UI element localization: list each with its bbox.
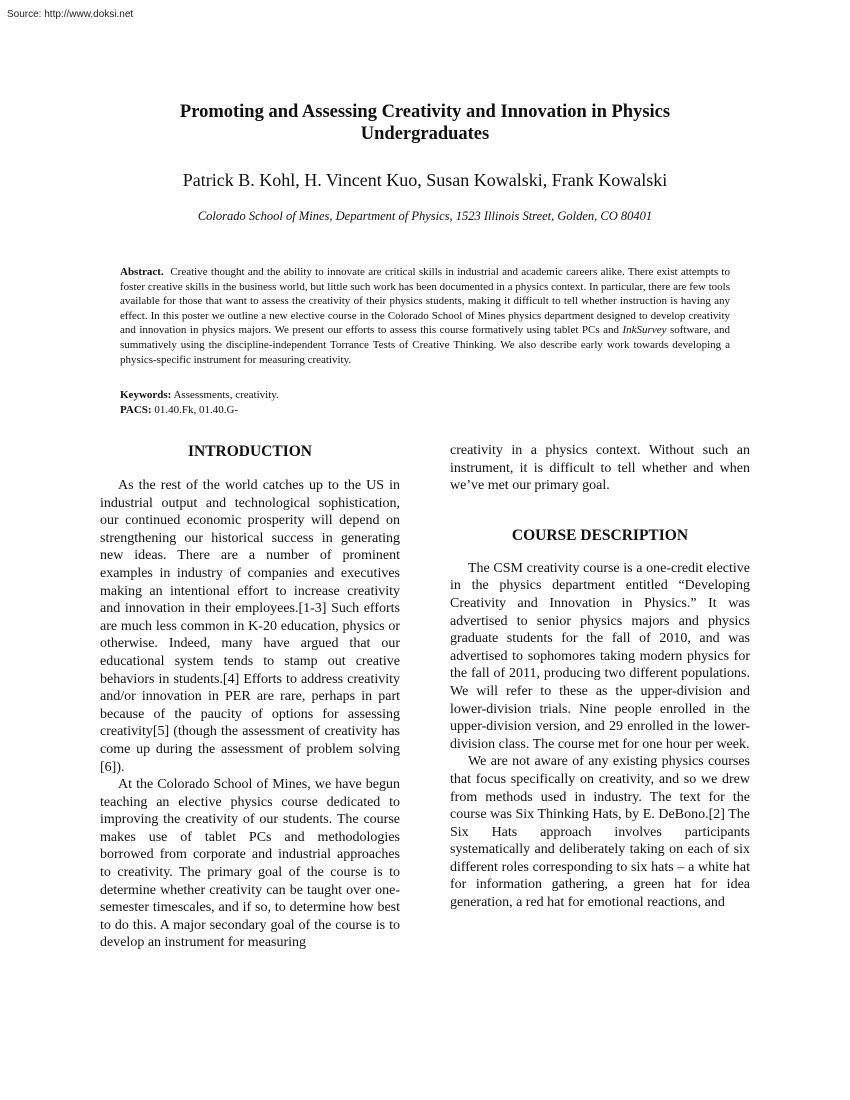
- source-url: Source: http://www.doksi.net: [7, 9, 134, 20]
- pacs-line: [120, 403, 730, 418]
- keywords-line: [120, 388, 730, 403]
- affiliation: Colorado School of Mines, Department of Physics, 1523 Illinois Street, Golden, CO 80401: [197, 209, 653, 223]
- introduction-paragraph-1: As the rest of the world catches up to the US in industrial output and technological sophistication, our continued economic prosperity will depend on strengthening our historical success in generating new ideas. There are a number of prominent examples in industry of companies and executives making an intentional effort to increase creativity and innovation in their employees.[1-3] Such efforts are much less common in K-20 education, physics or otherwise. Indeed, many have argued that our educational system tends to stamp out creative behaviors in students.[4] Efforts to address creativity and/or innovation in PER are rare, perhaps in part because of the paucity of options for assessing creativity[5] (though the assessment of creativity has come up during the assessment of problem solving [6]).: [100, 478, 400, 775]
- abstract-software-name: InkSurvey: [622, 324, 667, 337]
- introduction-paragraph-2-continued: creativity in a physics context. Without such an instrument, it is difficult to tell whether and when we’ve met our primary goal.: [450, 443, 750, 494]
- course-description-paragraph-2: We are not aware of any existing physics courses that focus specifically on creativity, and so we drew from methods used in industry. The text for the course was Six Thinking Hats, by E. DeBono.[2] The Six Hats approach involves participants systematically and deliberately taking on each of six different roles corresponding to six hats – a white hat for information gathering, a green hat for idea generation, a red hat for emotional reactions, and: [450, 754, 750, 911]
- right-column: [450, 442, 750, 912]
- left-column: [100, 442, 400, 952]
- pacs-value: 01.40.Fk, 01.40.G-: [154, 403, 239, 416]
- introduction-heading: INTRODUCTION: [187, 443, 312, 460]
- abstract-label: Abstract.: [120, 266, 164, 278]
- keywords-label: Keywords:: [120, 389, 172, 401]
- course-description-paragraph-1: The CSM creativity course is a one-credit elective in the physics department entitled “Developing Creativity and Innovation in Physics.” It was advertised to senior physics majors and physics graduate students for the fall of 2010, and was advertised to sophomores taking modern physics for the fall of 2011, producing two different populations. We will refer to these as the upper-division and lower-division trials. Nine people enrolled in the upper-division version, and 29 enrolled in the lower-division class. The course met for one hour per week.: [450, 560, 750, 752]
- abstract-text: Creative thought and the ability to innovate are critical skills in industrial and academic careers alike. There exist attempts to foster creative skills in the business world, but little such work has been documented in a physics context. In particular, there are few tools available for those that want to assess the creativity of their physics students, making it difficult to tell whether instruction is having any effect. In this poster we outline a new elective course in the Colorado School of Mines physics department designed to develop creativity and innovation in physics majors. We present our efforts to assess this course formatively using tablet PCs and: [120, 266, 730, 337]
- author-list: Patrick B. Kohl, H. Vincent Kuo, Susan Kowalski, Frank Kowalski: [182, 170, 668, 190]
- paper-title: Promoting and Assessing Creativity and Innovation in Physics Undergraduates: [179, 102, 671, 144]
- abstract-text-end: software, and summatively using the discipline-independent Torrance Tests of Creative Thinking. We also describe early work towards developing a physics-specific instrument for measuring creativity.: [120, 324, 730, 366]
- keywords-value: Assessments, creativity.: [173, 389, 279, 401]
- introduction-paragraph-2: At the Colorado School of Mines, we have begun teaching an elective physics course dedicated to improving the creativity of our students. The course makes use of tablet PCs and methodologies borrowed from corporate and industrial approaches to creativity. The primary goal of the course is to determine whether creativity can be taught over one-semester timescales, and if so, to determine how best to do this. A major secondary goal of the course is to develop an instrument for measuring: [100, 777, 400, 951]
- pacs-label: PACS:: [120, 403, 152, 416]
- keywords-block: [120, 388, 730, 417]
- course-description-heading: COURSE DESCRIPTION: [511, 526, 689, 544]
- abstract: [120, 265, 730, 367]
